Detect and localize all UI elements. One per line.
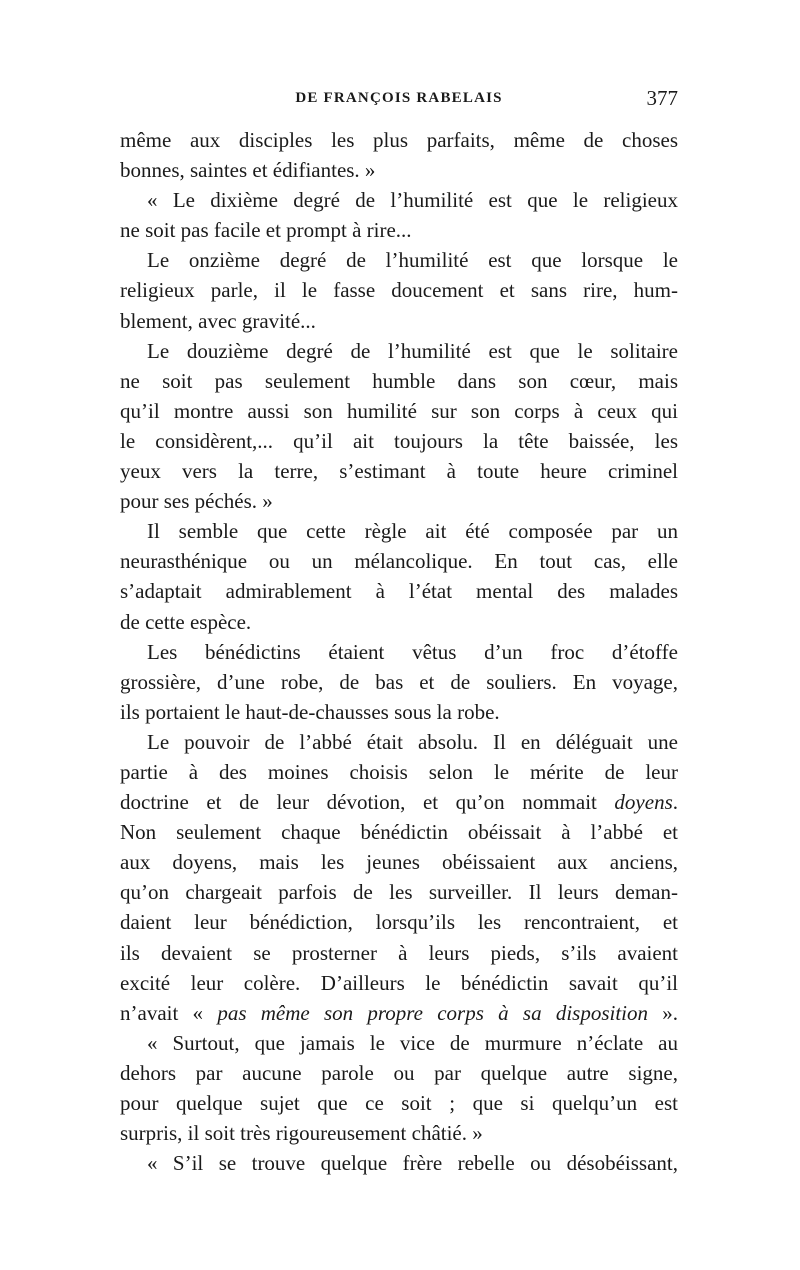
text-line: Les bénédictins étaient vêtus d’un froc d’étoffe [147, 639, 678, 664]
text-line: bonnes, saintes et édifiantes. » [120, 158, 376, 183]
running-title: DE FRANÇOIS RABELAIS [295, 90, 503, 106]
text-line: Le pouvoir de l’abbé était absolu. Il en déléguait une [147, 729, 678, 754]
text-line: s’adaptait admirablement à l’état mental des malades [120, 579, 678, 604]
text-line: Le douzième degré de l’humilité est que le solitaire [147, 338, 678, 363]
text-line: pour ses péchés. » [120, 489, 273, 514]
text-line: « Surtout, que jamais le vice de murmure n’éclate au [147, 1030, 678, 1055]
text-line: daient leur bénédiction, lorsqu’ils les rencontraient, et [120, 910, 678, 935]
text-segment: n’avait « [120, 1000, 218, 1025]
text-line: le considèrent,... qu’il ait toujours la tête baissée, les [120, 428, 678, 453]
italic-term: doyens [614, 790, 673, 815]
text-line: qu’on chargeait parfois de les surveiller. Il leurs deman- [120, 880, 678, 905]
text-line: religieux parle, il le fasse doucement et sans rire, hum- [120, 278, 678, 303]
text-line [120, 998, 678, 1028]
text-line: ils devaient se prosterner à leurs pieds, s’ils avaient [120, 940, 678, 965]
text-line: Le onzième degré de l’humilité est que lorsque le [147, 248, 678, 273]
text-line: Il semble que cette règle ait été composée par un [147, 519, 678, 544]
text-line: excité leur colère. D’ailleurs le bénédictin savait qu’il [120, 970, 678, 995]
text-line: « S’il se trouve quelque frère rebelle ou désobéissant, [147, 1151, 678, 1176]
text-line: même aux disciples les plus parfaits, même de choses [120, 128, 678, 152]
text-line: yeux vers la terre, s’estimant à toute heure criminel [120, 459, 678, 484]
text-line: qu’il montre aussi son humilité sur son corps à ceux qui [120, 398, 678, 423]
text-line: de cette espèce. [120, 609, 252, 634]
text-line: « Le dixième degré de l’humilité est que le religieux [147, 188, 678, 213]
text-line: ne soit pas facile et prompt à rire... [120, 218, 412, 243]
text-line: Non seulement chaque bénédictin obéissait à l’abbé et [120, 820, 678, 845]
text-segment: . [672, 790, 678, 815]
text-line: ne soit pas seulement humble dans son cœur, mais [120, 368, 678, 393]
running-head [120, 86, 678, 116]
text-line: grossière, d’une robe, de bas et de souliers. En voyage, [120, 669, 678, 694]
text-line: surpris, il soit très rigoureusement châtié. » [120, 1121, 483, 1146]
page-number: 377 [646, 86, 678, 110]
body-text [120, 125, 678, 1178]
text-segment: ». [648, 1000, 678, 1025]
text-line: partie à des moines choisis selon le mérite de leur [120, 759, 678, 784]
text-line: ils portaient le haut-de-chausses sous la robe. [120, 699, 500, 724]
text-line: pour quelque sujet que ce soit ; que si quelqu’un est [120, 1091, 678, 1115]
text-segment: doctrine et de leur dévotion, et qu’on nommait [120, 790, 597, 815]
text-line [120, 787, 678, 817]
text-line: neurasthénique ou un mélancolique. En tout cas, elle [120, 549, 678, 574]
text-line: aux doyens, mais les jeunes obéissaient aux anciens, [120, 850, 678, 875]
text-line: blement, avec gravité... [120, 308, 316, 333]
italic-quote: pas même son propre corps à sa disposition [217, 1000, 648, 1025]
text-line: dehors par aucune parole ou par quelque autre signe, [120, 1060, 678, 1085]
